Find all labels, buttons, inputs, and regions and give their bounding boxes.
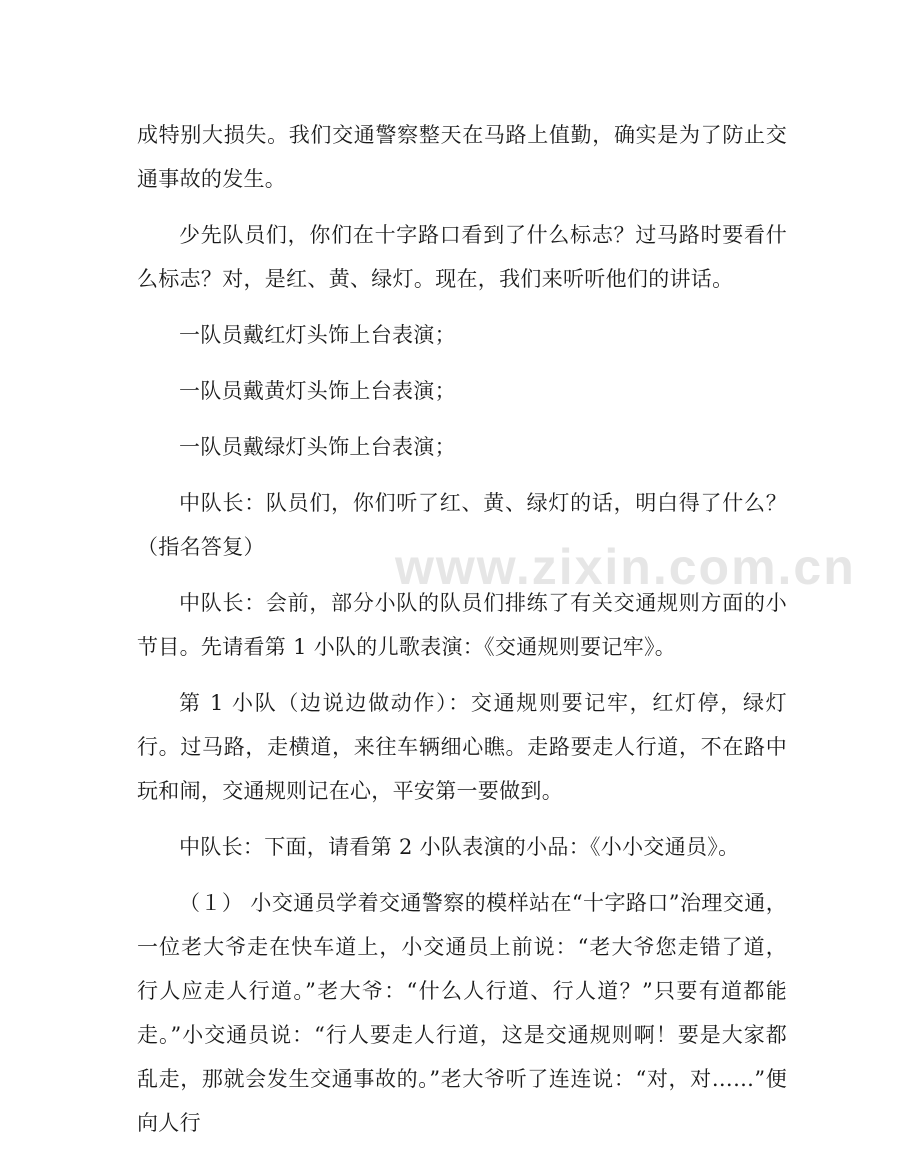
paragraph: 中队长：下面，请看第 2 小队表演的小品：《小小交通员》。 <box>179 835 740 859</box>
paragraph: 第 1 小队（边说边做动作）：交通规则要记牢，红灯停，绿灯行。过马路，走横道，来往车辆细心瞧。走路要走人行道，不在路中玩和闹，交通规则记在心，平安第一要做到。 <box>137 691 787 803</box>
document-body <box>137 113 787 1145</box>
paragraph: 一队员戴黄灯头饰上台表演； <box>179 379 456 403</box>
watermark: www.zixin.com.cn <box>395 539 856 595</box>
paragraph: 一队员戴红灯头饰上台表演； <box>179 323 456 347</box>
paragraph: （１） 小交通员学着交通警察的模样站在“十字路口”治理交通，一位老大爷走在快车道上，小交通员上前说：“老大爷您走错了道，行人应走人行道。”老大爷：“什么人行道、行人道？”只要有道都能走。”小交通员说：“行人要走人行道，这是交通规则啊！要是大家都乱走，那就会发生交通事故的。”老大爷听了连连说：“对，对……”便向人行 <box>137 891 787 1135</box>
paragraph-continued: 成特别大损失。我们交通警察整天在马路上值勤，确实是为了防止交通事故的发生。 <box>137 123 787 191</box>
paragraph: 一队员戴绿灯头饰上台表演； <box>179 435 456 459</box>
paragraph: 中队长：队员们，你们听了红、黄、绿灯的话，明白得了什么？（指名答复） <box>137 491 787 559</box>
paragraph: 少先队员们，你们在十字路口看到了什么标志？过马路时要看什么标志？对，是红、黄、绿灯。现在，我们来听听他们的讲话。 <box>137 223 787 291</box>
paragraph: 中队长：会前，部分小队的队员们排练了有关交通规则方面的小节目。先请看第 1 小队的儿歌表演：《交通规则要记牢》。 <box>137 591 787 659</box>
document-page <box>137 113 787 1157</box>
